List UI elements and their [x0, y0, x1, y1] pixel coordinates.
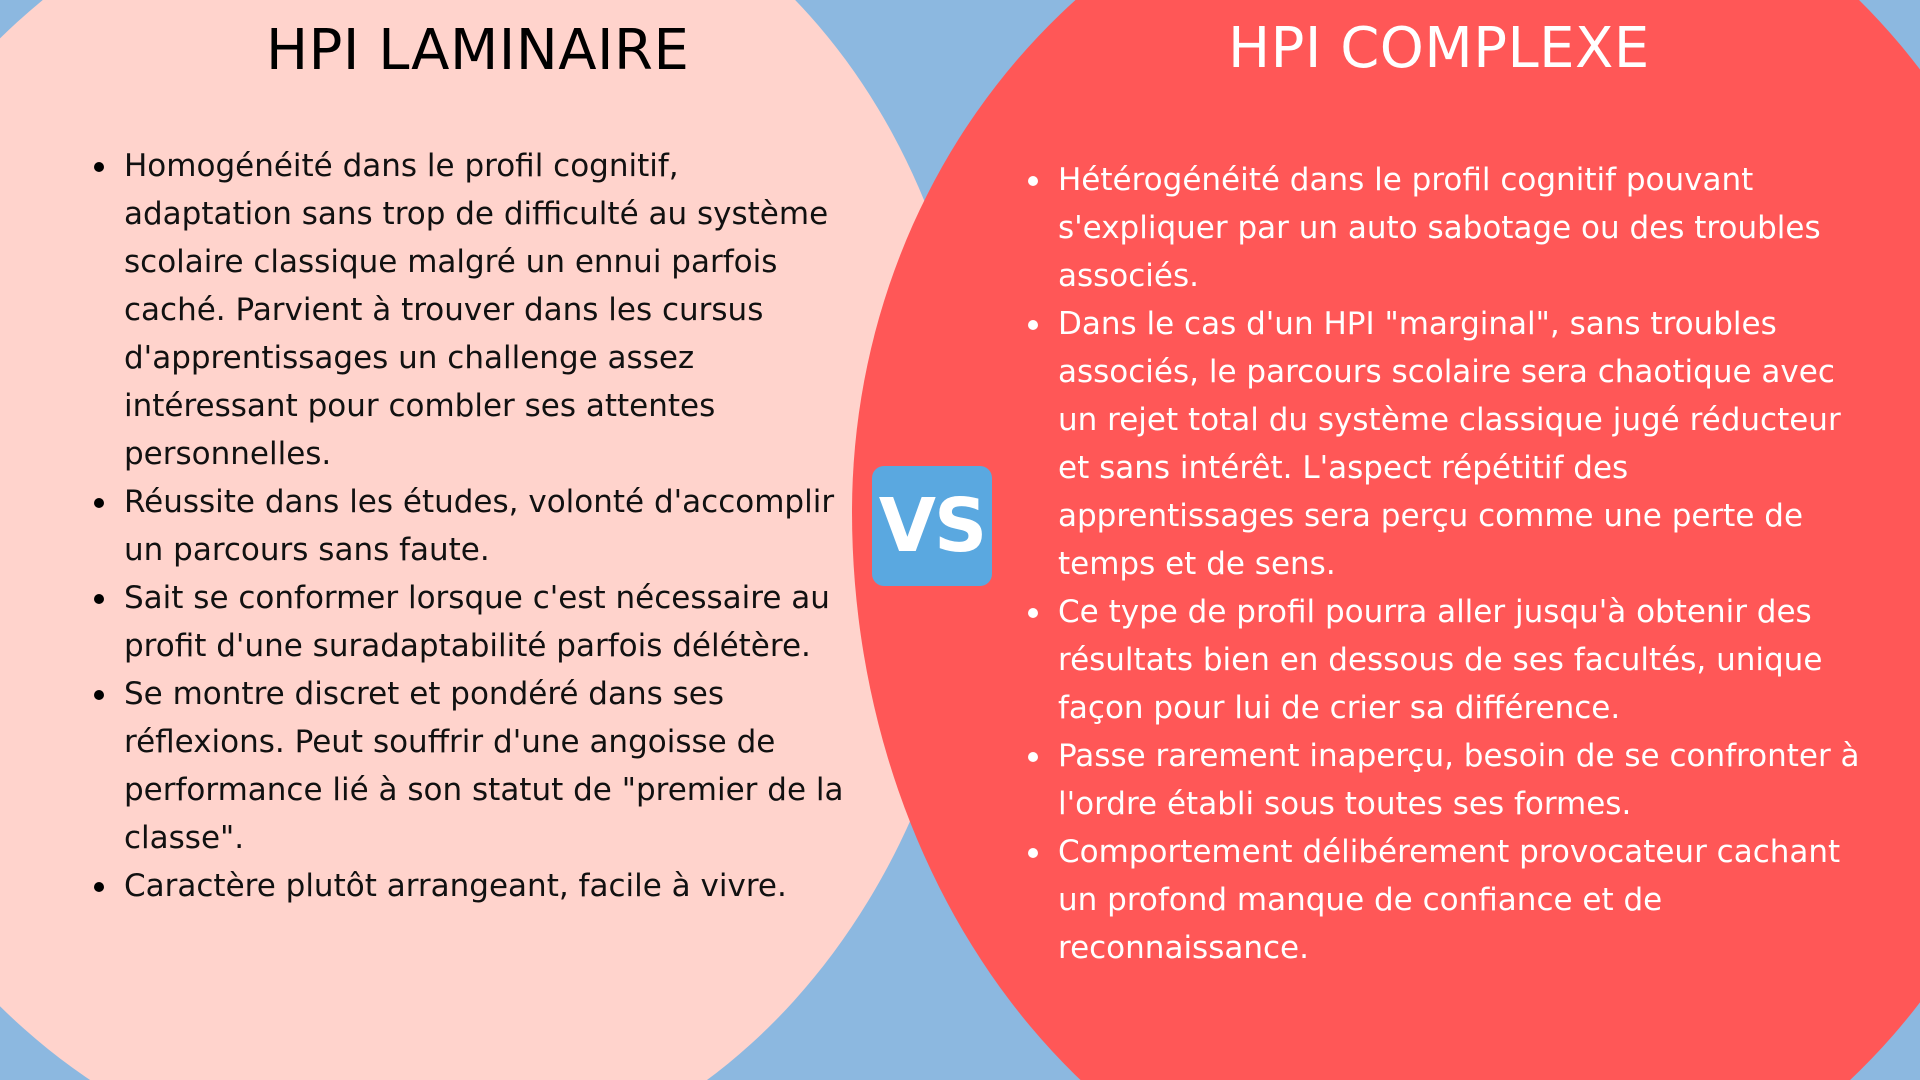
list-item: [1022, 828, 1872, 972]
list-item-text: Sait se conformer lorsque c'est nécessaire au profit d'une suradaptabilité parfois délétère.: [124, 580, 830, 664]
list-item-text: Réussite dans les études, volonté d'accomplir un parcours sans faute.: [124, 484, 835, 568]
bullet-icon: [94, 498, 104, 508]
list-item: [88, 478, 848, 574]
right-title: HPI COMPLEXE: [1228, 16, 1650, 81]
bullet-icon: [1028, 176, 1038, 186]
bullet-icon: [94, 882, 104, 892]
bullet-icon: [94, 690, 104, 700]
bullet-icon: [1028, 752, 1038, 762]
bullet-icon: [1028, 848, 1038, 858]
vs-label: VS: [878, 483, 986, 569]
bullet-icon: [1028, 608, 1038, 618]
left-list: [88, 142, 848, 910]
list-item-text: Hétérogénéité dans le profil cognitif pouvant s'expliquer par un auto sabotage ou des troubles associés.: [1058, 162, 1821, 294]
list-item-text: Dans le cas d'un HPI "marginal", sans troubles associés, le parcours scolaire sera chaotique avec un rejet total du système classique jugé réducteur et sans intérêt. L'aspect répétitif des apprentissages sera perçu comme une perte de temps et de sens.: [1058, 306, 1841, 582]
bullet-icon: [1028, 320, 1038, 330]
list-item-text: Homogénéité dans le profil cognitif, adaptation sans trop de difficulté au système scolaire classique malgré un ennui parfois caché. Parvient à trouver dans les cursus d'apprentissages un challenge assez intéressant pour combler ses attentes personnelles.: [124, 148, 829, 472]
list-item-text: Comportement délibérement provocateur cachant un profond manque de confiance et de reconnaissance.: [1058, 834, 1841, 966]
list-item: [88, 574, 848, 670]
list-item: [1022, 588, 1872, 732]
list-item: [1022, 300, 1872, 588]
list-item: [88, 142, 848, 478]
list-item: [1022, 732, 1872, 828]
right-list: [1022, 156, 1872, 972]
list-item-text: Ce type de profil pourra aller jusqu'à obtenir des résultats bien en dessous de ses facultés, unique façon pour lui de crier sa différence.: [1058, 594, 1823, 726]
list-item: [88, 670, 848, 862]
list-item-text: Passe rarement inaperçu, besoin de se confronter à l'ordre établi sous toutes ses formes.: [1058, 738, 1860, 822]
bullet-icon: [94, 162, 104, 172]
bullet-icon: [94, 594, 104, 604]
list-item-text: Se montre discret et pondéré dans ses réflexions. Peut souffrir d'une angoisse de performance lié à son statut de "premier de la classe".: [124, 676, 844, 856]
list-item: [1022, 156, 1872, 300]
left-title: HPI LAMINAIRE: [266, 18, 690, 83]
vs-badge: [872, 466, 992, 586]
list-item-text: Caractère plutôt arrangeant, facile à vivre.: [124, 868, 787, 904]
list-item: [88, 862, 848, 910]
